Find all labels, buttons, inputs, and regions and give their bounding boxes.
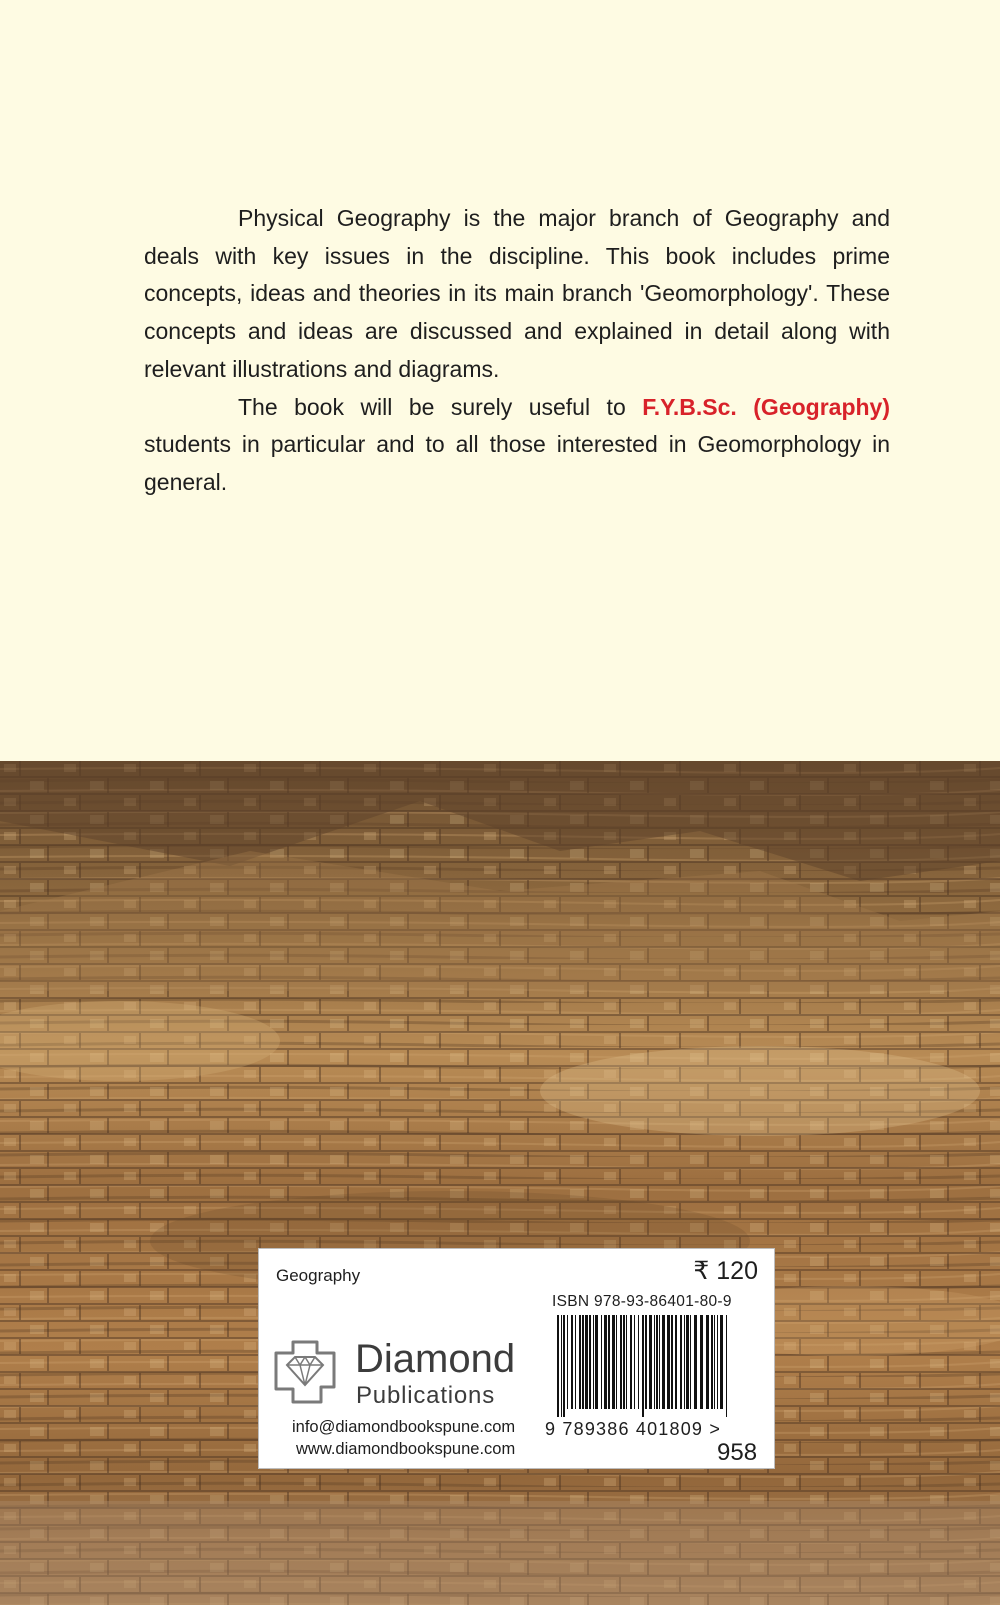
barcode-bar <box>667 1315 670 1409</box>
barcode-bar <box>582 1315 584 1409</box>
barcode-bar <box>675 1315 677 1409</box>
course-highlight: F.Y.B.Sc. (Geography) <box>642 393 890 420</box>
barcode-bar <box>630 1315 632 1409</box>
barcode-bar <box>700 1315 703 1409</box>
description-paragraph-2 <box>144 389 890 502</box>
barcode-bar <box>662 1315 665 1409</box>
barcode-bar <box>561 1315 562 1417</box>
barcode-bar <box>575 1315 576 1409</box>
subject-label: Geography <box>276 1266 361 1285</box>
description-panel <box>0 0 1000 761</box>
price-barcode-label <box>258 1248 775 1469</box>
barcode-bar <box>714 1315 715 1409</box>
barcode-bar <box>659 1315 660 1409</box>
barcode-bar <box>604 1315 607 1409</box>
publisher-email: info@diamondbookspune.com <box>292 1418 516 1436</box>
barcode-bar <box>593 1315 594 1409</box>
rock-texture <box>0 761 1000 1605</box>
diamond-logo-icon <box>273 1339 337 1405</box>
barcode-bar <box>571 1315 573 1409</box>
book-description <box>144 200 890 502</box>
publisher-name: Diamond <box>355 1337 516 1381</box>
barcode-bar <box>567 1315 568 1409</box>
barcode-bar <box>645 1315 647 1409</box>
paragraph-2-end: students in particular and to all those interested in Geomorphology in general. <box>144 431 890 495</box>
barcode-bar <box>579 1315 581 1409</box>
description-paragraph-1: Physical Geography is the major branch of Geography and deals with key issues in the discipline. This book includes prime concepts, ideas and theories in its main branch 'Geomorphology'. These concepts and ideas are discussed and explained in detail along with relevant illustrations and diagrams. <box>144 205 890 382</box>
barcode-bar <box>563 1315 565 1417</box>
barcode-bar <box>694 1315 697 1409</box>
paragraph-2-start: The book will be surely useful to <box>238 393 643 420</box>
publisher-subtitle: Publications <box>356 1382 496 1409</box>
publisher-website: www.diamondbookspune.com <box>296 1440 516 1458</box>
barcode-bar <box>634 1315 635 1409</box>
barcode-bar <box>720 1315 723 1409</box>
barcode-bar <box>623 1315 625 1409</box>
barcode-bar <box>717 1315 718 1409</box>
barcode-bar <box>671 1315 673 1409</box>
barcode-bar <box>612 1315 615 1409</box>
barcode-bar <box>638 1315 639 1409</box>
barcode-bar <box>686 1315 689 1409</box>
isbn-barcode <box>555 1315 731 1417</box>
barcode-bar <box>690 1315 691 1409</box>
barcode-bar <box>616 1315 617 1409</box>
barcode-bar <box>706 1315 709 1409</box>
barcode-bar <box>595 1315 598 1409</box>
barcode-bar <box>642 1315 644 1417</box>
barcode-bar <box>589 1315 591 1409</box>
isbn-text: ISBN 978-93-86401-80-9 <box>552 1293 732 1310</box>
barcode-bar <box>649 1315 652 1409</box>
barcode-bar <box>726 1315 727 1417</box>
barcode-digits: 9 789386 401809 > <box>545 1419 722 1439</box>
barcode-addon-number: 958 <box>717 1439 758 1466</box>
barcode-bar <box>585 1315 588 1409</box>
barcode-bar <box>711 1315 713 1409</box>
barcode-bar <box>557 1315 559 1417</box>
price-text: ₹ 120 <box>693 1257 758 1285</box>
rock-strata-photo <box>0 761 1000 1605</box>
barcode-bar <box>654 1315 655 1409</box>
barcode-bar <box>608 1315 610 1409</box>
barcode-bar <box>656 1315 658 1409</box>
barcode-bar <box>620 1315 622 1409</box>
barcode-bar <box>684 1315 685 1409</box>
barcode-bar <box>680 1315 682 1409</box>
barcode-bar <box>601 1315 602 1409</box>
barcode-bar <box>626 1315 627 1409</box>
